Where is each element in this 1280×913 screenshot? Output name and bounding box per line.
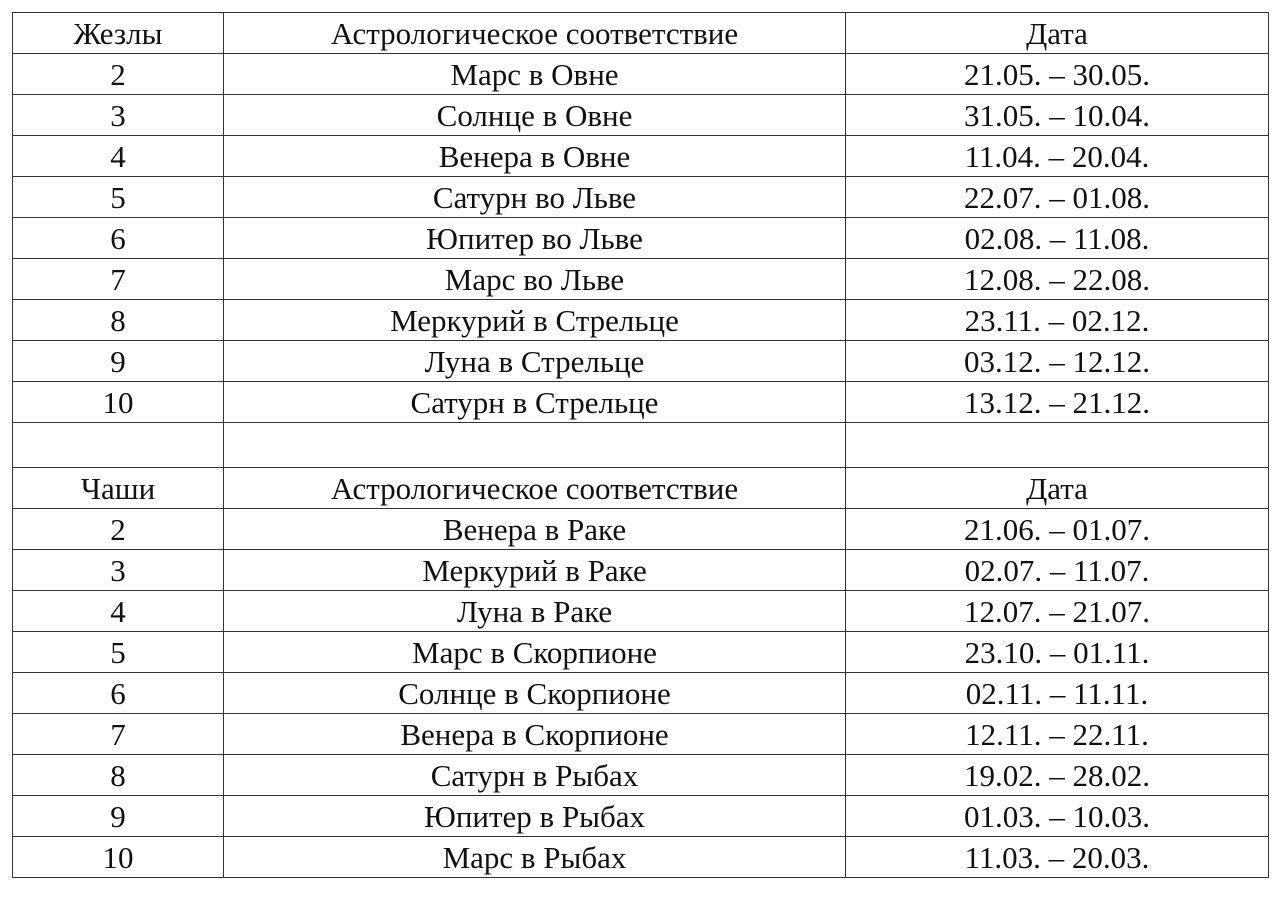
date-range: 21.06. – 01.07.	[846, 509, 1269, 550]
table-row	[13, 837, 1269, 878]
date-range: 31.05. – 10.04.	[846, 95, 1269, 136]
table-row	[13, 755, 1269, 796]
astro-correspondence: Юпитер в Рыбах	[224, 796, 846, 837]
empty-separator-row	[13, 423, 1269, 468]
date-range: 23.10. – 01.11.	[846, 632, 1269, 673]
date-range: 02.07. – 11.07.	[846, 550, 1269, 591]
date-range: 19.02. – 28.02.	[846, 755, 1269, 796]
astro-correspondence: Меркурий в Раке	[224, 550, 846, 591]
card-number: 7	[13, 259, 224, 300]
card-number: 7	[13, 714, 224, 755]
table-row	[13, 550, 1269, 591]
card-number: 4	[13, 591, 224, 632]
table-row	[13, 259, 1269, 300]
cups-header-row	[13, 468, 1269, 509]
date-range: 12.07. – 21.07.	[846, 591, 1269, 632]
date-range: 13.12. – 21.12.	[846, 382, 1269, 423]
astro-correspondence: Луна в Стрельце	[224, 341, 846, 382]
card-number: 10	[13, 382, 224, 423]
astro-correspondence: Меркурий в Стрельце	[224, 300, 846, 341]
table-row	[13, 591, 1269, 632]
suit-header-wands: Жезлы	[13, 13, 224, 54]
table-row	[13, 509, 1269, 550]
astro-correspondence: Марс во Льве	[224, 259, 846, 300]
table-row	[13, 673, 1269, 714]
empty-cell	[846, 423, 1269, 468]
astro-header: Астрологическое соответствие	[224, 13, 846, 54]
table-row	[13, 54, 1269, 95]
card-number: 3	[13, 95, 224, 136]
date-range: 21.05. – 30.05.	[846, 54, 1269, 95]
date-range: 01.03. – 10.03.	[846, 796, 1269, 837]
date-range: 12.08. – 22.08.	[846, 259, 1269, 300]
card-number: 9	[13, 796, 224, 837]
astro-correspondence: Луна в Раке	[224, 591, 846, 632]
card-number: 2	[13, 54, 224, 95]
table-row	[13, 136, 1269, 177]
date-range: 02.11. – 11.11.	[846, 673, 1269, 714]
astro-correspondence: Венера в Раке	[224, 509, 846, 550]
card-number: 9	[13, 341, 224, 382]
astro-correspondence: Марс в Скорпионе	[224, 632, 846, 673]
card-number: 3	[13, 550, 224, 591]
card-number: 5	[13, 632, 224, 673]
card-number: 8	[13, 755, 224, 796]
astro-correspondence: Марс в Овне	[224, 54, 846, 95]
table-row	[13, 632, 1269, 673]
astro-header: Астрологическое соответствие	[224, 468, 846, 509]
table-row	[13, 382, 1269, 423]
astro-correspondence: Юпитер во Льве	[224, 218, 846, 259]
date-range: 11.04. – 20.04.	[846, 136, 1269, 177]
astro-correspondence: Марс в Рыбах	[224, 837, 846, 878]
astro-correspondence: Сатурн в Рыбах	[224, 755, 846, 796]
table-row	[13, 218, 1269, 259]
astrology-correspondence-table	[12, 12, 1269, 878]
date-header: Дата	[846, 13, 1269, 54]
table-row	[13, 714, 1269, 755]
card-number: 4	[13, 136, 224, 177]
table-row	[13, 300, 1269, 341]
suit-header-cups: Чаши	[13, 468, 224, 509]
date-range: 03.12. – 12.12.	[846, 341, 1269, 382]
astro-correspondence: Сатурн в Стрельце	[224, 382, 846, 423]
table-row	[13, 95, 1269, 136]
card-number: 8	[13, 300, 224, 341]
table-row	[13, 341, 1269, 382]
date-range: 23.11. – 02.12.	[846, 300, 1269, 341]
card-number: 6	[13, 218, 224, 259]
astro-correspondence: Венера в Овне	[224, 136, 846, 177]
date-range: 02.08. – 11.08.	[846, 218, 1269, 259]
table-row	[13, 177, 1269, 218]
card-number: 5	[13, 177, 224, 218]
date-range: 22.07. – 01.08.	[846, 177, 1269, 218]
empty-cell	[13, 423, 224, 468]
date-range: 12.11. – 22.11.	[846, 714, 1269, 755]
date-range: 11.03. – 20.03.	[846, 837, 1269, 878]
date-header: Дата	[846, 468, 1269, 509]
card-number: 2	[13, 509, 224, 550]
card-number: 6	[13, 673, 224, 714]
empty-cell	[224, 423, 846, 468]
astro-correspondence: Солнце в Овне	[224, 95, 846, 136]
wands-header-row	[13, 13, 1269, 54]
astro-correspondence: Солнце в Скорпионе	[224, 673, 846, 714]
card-number: 10	[13, 837, 224, 878]
table-row	[13, 796, 1269, 837]
astro-correspondence: Сатурн во Льве	[224, 177, 846, 218]
astro-correspondence: Венера в Скорпионе	[224, 714, 846, 755]
